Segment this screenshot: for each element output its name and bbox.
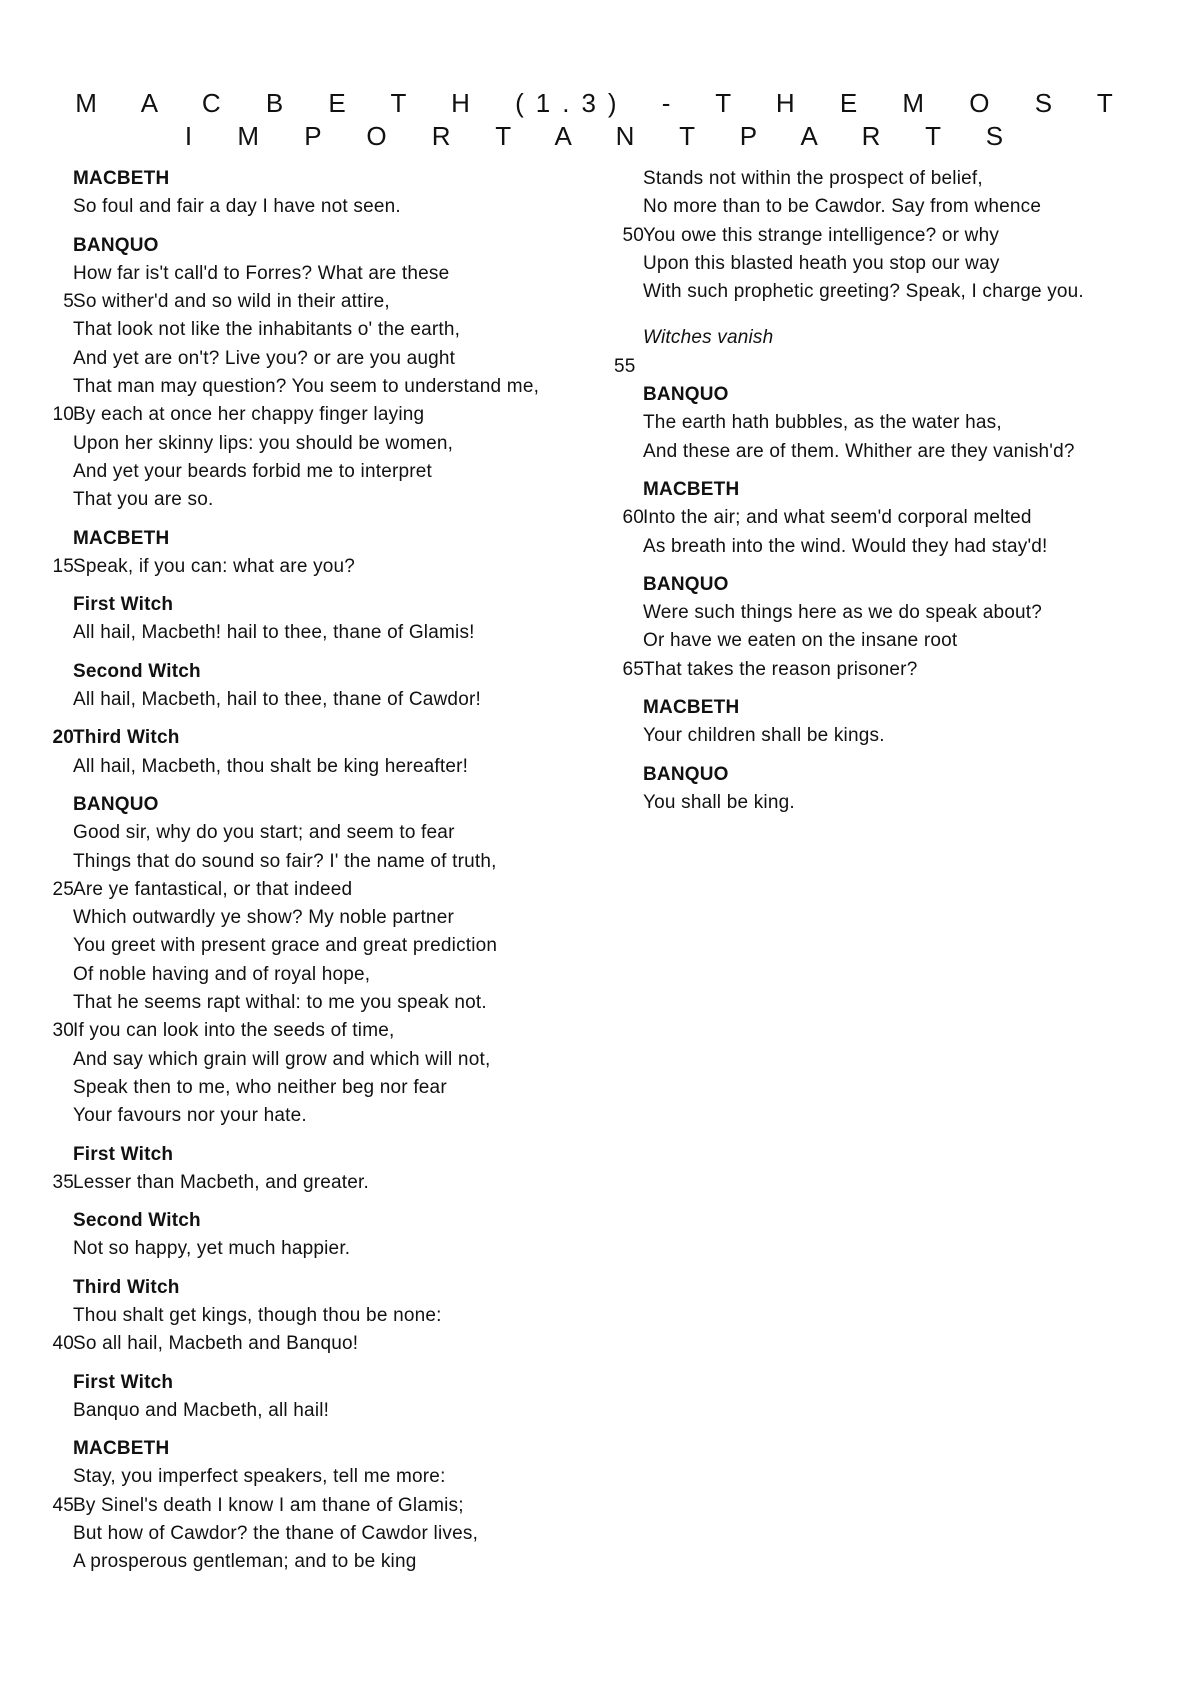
speech-block [44,658,564,715]
speech-block [614,694,1154,751]
speech-continuation [614,165,1154,306]
verse-line: You greet with present grace and great prediction [73,935,498,957]
line-number: 50 [622,224,644,246]
verse-line: And say which grain will grow and which will not, [73,1048,491,1070]
speech-block [44,1141,564,1198]
speaker-name: First Witch [73,1371,174,1393]
verse-line: Not so happy, yet much happier. [73,1238,351,1260]
speaker-name: BANQUO [73,793,159,815]
page-title: M A C B E T H (1.3) - T H E M O S T I M P O R T A N T P A R T S [75,88,1125,152]
verse-line: Your favours nor your hate. [73,1105,307,1127]
verse-line: All hail, Macbeth, thou shalt be king hereafter! [73,755,469,777]
verse-line: All hail, Macbeth! hail to thee, thane of Glamis! [73,622,475,644]
verse-line: That he seems rapt withal: to me you speak not. [73,992,487,1014]
speech-block [44,525,564,582]
speaker-name: MACBETH [73,168,170,189]
verse-line: Were such things here as we do speak about? [643,602,1043,624]
speech-block [44,1274,564,1359]
verse-line: That man may question? You seem to understand me, [73,376,540,398]
verse-line: How far is't call'd to Forres? What are these [73,262,450,284]
verse-line: Good sir, why do you start; and seem to fear [73,822,455,844]
speaker-name: First Witch [73,594,174,616]
speech-block [44,791,564,1131]
speaker-name: MACBETH [73,1438,170,1460]
speaker-name: BANQUO [643,763,729,785]
verse-line: 10 By each at once her chappy finger laying [44,401,564,429]
verse-line: And yet are on't? Live you? or are you aught [73,347,456,369]
speech-block [44,1435,564,1576]
speaker-name: MACBETH [643,697,740,719]
verse-line: 40 So all hail, Macbeth and Banquo! [44,1330,564,1358]
line-number: 65 [622,658,644,680]
line-number: 40 [52,1333,74,1355]
line-number: 10 [52,404,74,426]
verse-line: That look not like the inhabitants o' the earth, [73,319,461,341]
line-number: 30 [52,1020,74,1042]
speech-block [44,1369,564,1426]
verse-line: Which outwardly ye show? My noble partner [73,907,454,929]
speech-block [614,381,1154,466]
speech-block [44,591,564,648]
verse-line: Speak then to me, who neither beg nor fear [73,1076,447,1098]
line-number: 20 [52,727,74,749]
line-number: 5 [63,291,74,313]
verse-line: Thou shalt get kings, though thou be none: [73,1304,442,1326]
verse-line: 35 Lesser than Macbeth, and greater. [44,1169,564,1197]
left-column [44,165,564,1587]
verse-line: As breath into the wind. Would they had stay'd! [643,535,1048,557]
speech-block [614,761,1154,818]
verse-line: No more than to be Cawdor. Say from whence [643,196,1042,218]
verse-line: Stands not within the prospect of belief, [643,168,983,189]
line-number: 60 [622,507,644,529]
speech-block [44,724,564,781]
verse-line: 25 Are ye fantastical, or that indeed [44,876,564,904]
speech-block [614,476,1154,561]
line-number: 35 [52,1171,74,1193]
speech-block [44,1207,564,1264]
verse-line: And these are of them. Whither are they vanish'd? [643,440,1075,462]
speaker-name: MACBETH [643,478,740,500]
speaker-name: Third Witch [73,1276,180,1298]
verse-line: With such prophetic greeting? Speak, I charge you. [643,281,1084,303]
verse-line: All hail, Macbeth, hail to thee, thane of Cawdor! [73,689,481,711]
speech-block [44,165,564,222]
speech-block [614,571,1154,684]
verse-line: Or have we eaten on the insane root [643,630,958,652]
speaker-name: BANQUO [643,573,729,595]
verse-line: Banquo and Macbeth, all hail! [73,1399,330,1421]
speaker-name: Second Witch [73,1210,201,1232]
speaker-name: First Witch [73,1143,174,1165]
line-number: 25 [52,878,74,900]
verse-line: Of noble having and of royal hope, [73,963,371,985]
speaker-name: Second Witch [73,660,201,682]
speech-block [44,232,564,515]
verse-line: So foul and fair a day I have not seen. [73,196,401,218]
verse-line: Upon this blasted heath you stop our way [643,252,1000,274]
verse-line: But how of Cawdor? the thane of Cawdor lives, [73,1523,479,1545]
line-number: 45 [52,1494,74,1516]
verse-line: 60 Into the air; and what seem'd corporal melted [614,504,1154,532]
speaker-name: MACBETH [73,527,170,549]
verse-line: Things that do sound so fair? I' the name of truth, [73,850,497,872]
verse-line: The earth hath bubbles, as the water has, [643,412,1002,434]
verse-line: And yet your beards forbid me to interpret [73,460,433,482]
line-number: 55 [614,355,636,377]
verse-line: You shall be king. [643,791,795,813]
verse-line: A prosperous gentleman; and to be king [73,1551,417,1573]
verse-line: 50 You owe this strange intelligence? or why [614,222,1154,250]
verse-line: 30 If you can look into the seeds of time, [44,1017,564,1045]
verse-line: 45 By Sinel's death I know I am thane of Glamis; [44,1492,564,1520]
verse-line: 65 That takes the reason prisoner? [614,656,1154,684]
stage-direction: Witches vanish [643,327,774,349]
verse-line: That you are so. [73,489,214,511]
verse-line: Your children shall be kings. [643,725,885,747]
verse-line: Stay, you imperfect speakers, tell me more: [73,1466,446,1488]
speaker-name: BANQUO [643,384,729,406]
right-column [614,165,1154,827]
verse-line: 15 Speak, if you can: what are you? [44,553,564,581]
speaker-name: BANQUO [73,234,159,256]
verse-line: Upon her skinny lips: you should be women, [73,432,454,454]
speaker-name: 20 Third Witch [44,724,564,752]
line-number: 15 [52,555,74,577]
verse-line: 5 So wither'd and so wild in their attire, [44,288,564,316]
